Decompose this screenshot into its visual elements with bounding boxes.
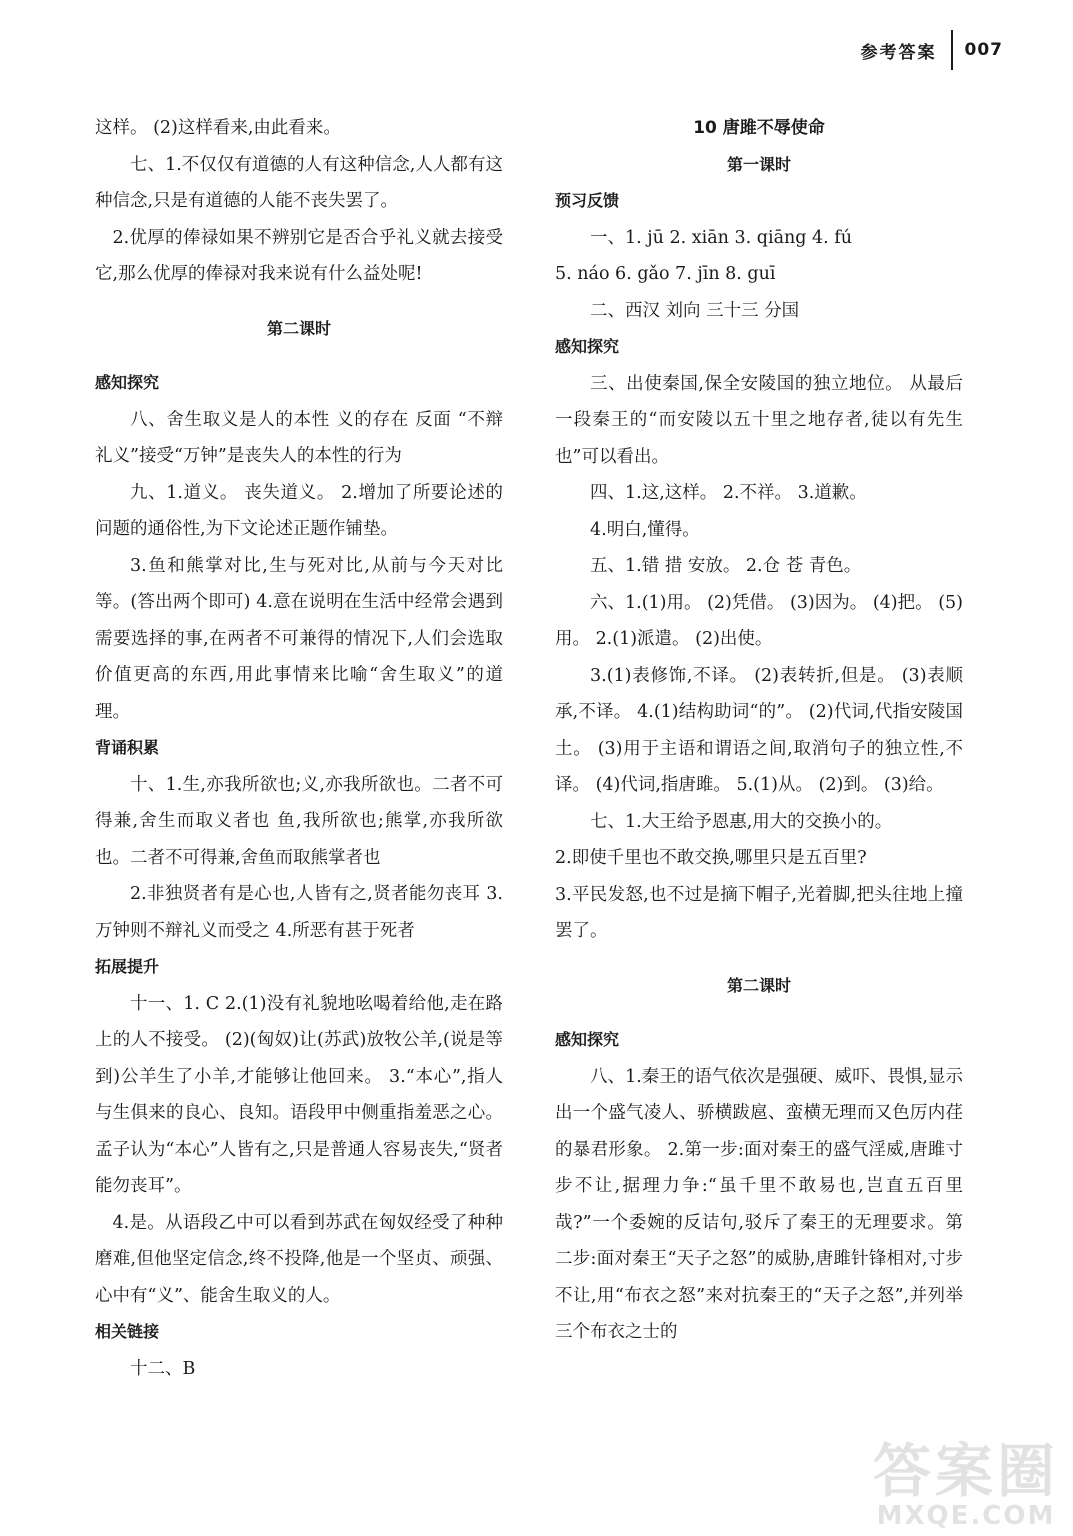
answer-paragraph: 十、1.生,亦我所欲也;义,亦我所欲也。二者不可得兼,舍生而取义者也 鱼,我所欲也;熊掌,亦我所欲也。二者不可得兼,舍鱼而取熊掌者也 [95, 774, 503, 868]
answer-paragraph: 3.鱼和熊掌对比,生与死对比,从前与今天对比等。(答出两个即可) 4.意在说明在生活中经常会遇到需要选择的事,在两者不可兼得的情况下,人们会选取价值更高的东西,用此事情来比喻“舍生取义”的道理。 [95, 555, 503, 722]
answer-paragraph: 四、1.这,这样。 2.不祥。 3.道歉。 [590, 483, 867, 503]
header-divider [951, 30, 953, 70]
spacer [95, 293, 503, 311]
answer-paragraph: 七、1.大王给予恩惠,用大的交换小的。 [590, 811, 893, 832]
section-heading: 感知探究 [555, 1030, 620, 1049]
spacer [555, 1004, 963, 1022]
answer-paragraph: 一、1. jū 2. xiān 3. qiāng 4. fú [590, 227, 853, 248]
watermark-logo: 答案圈 [872, 1437, 1059, 1505]
section-heading: 感知探究 [555, 337, 620, 356]
answer-paragraph: 八、1.秦王的语气依次是强硬、威吓、畏惧,显示出一个盛气凌人、骄横跋扈、蛮横无理而又色厉内荏的暴君形象。 2.第一步:面对秦王的盛气淫威,唐雎寸步不让,据理力争:“虽千里不敢易也,岂直五百里哉?”一个委婉的反诘句,驳斥了秦王的无理要求。第二步:面对秦王“天子之怒”的威胁,唐雎针锋相对,寸步不让,用“布衣之怒”来对抗秦王的“天子之怒”,并列举三个布衣之士的 [555, 1066, 963, 1342]
watermark [872, 1437, 1059, 1531]
answer-paragraph: 八、舍生取义是人的本性 义的存在 反面 “不辩礼义”接受“万钟”是丧失人的本性的行为 [95, 409, 503, 466]
answer-paragraph: 2.即使千里也不敢交换,哪里只是五百里? [555, 848, 867, 868]
period-heading: 第二课时 [266, 318, 331, 338]
lesson-title: 10 唐雎不辱使命 [693, 118, 825, 138]
section-heading: 预习反馈 [555, 191, 620, 210]
answer-paragraph: 这样。 (2)这样看来,由此看来。 [95, 118, 341, 138]
section-heading: 感知探究 [95, 373, 160, 392]
left-column [95, 110, 503, 1387]
answer-paragraph: 十二、B [130, 1358, 196, 1379]
right-column [555, 110, 963, 1351]
answer-paragraph: 六、1.(1)用。 (2)凭借。 (3)因为。 (4)把。 (5)用。 2.(1)派遣。 (2)出使。 [555, 592, 963, 649]
period-heading: 第二课时 [726, 975, 791, 995]
answer-paragraph: 4.明白,懂得。 [590, 519, 700, 540]
period-heading: 第一课时 [726, 154, 791, 174]
spacer [95, 347, 503, 365]
page-number: 007 [964, 40, 1003, 60]
section-heading: 拓展提升 [95, 957, 160, 976]
section-heading: 背诵积累 [95, 738, 160, 757]
answer-paragraph: 4.是。从语段乙中可以看到苏武在匈奴经受了种种磨难,但他坚定信念,终不投降,他是一个坚贞、顽强、心中有“义”、能舍生取义的人。 [95, 1212, 503, 1306]
section-heading: 相关链接 [95, 1322, 160, 1341]
answer-paragraph: 2.非独贤者有是心也,人皆有之,贤者能勿丧耳 3.万钟则不辩礼义而受之 4.所恶有甚于死者 [95, 884, 503, 941]
answer-paragraph: 5. náo 6. gǎo 7. jīn 8. guī [555, 264, 776, 284]
answer-paragraph: 2.优厚的俸禄如果不辨别它是否合乎礼义就去接受它,那么优厚的俸禄对我来说有什么益处呢! [95, 227, 503, 284]
page-header [861, 30, 1004, 70]
answer-paragraph: 三、出使秦国,保全安陵国的独立地位。 从最后一段秦王的“而安陵以五十里之地存者,徒以有先生也”可以看出。 [555, 373, 963, 467]
watermark-url: MXQE.COM [876, 1501, 1056, 1531]
answer-paragraph: 五、1.错 措 安放。 2.仓 苍 青色。 [590, 556, 862, 576]
answer-paragraph: 二、西汉 刘向 三十三 分国 [590, 300, 800, 321]
answer-paragraph: 3.平民发怒,也不过是摘下帽子,光着脚,把头往地上撞罢了。 [555, 884, 963, 941]
answer-paragraph: 十一、1. C 2.(1)没有礼貌地吆喝着给他,走在路上的人不接受。 (2)(匈奴)让(苏武)放牧公羊,(说是等到)公羊生了小羊,才能够让他回来。 3.“本心”,指人与生俱来的良心、良知。语段甲中侧重指羞恶之心。孟子认为“本心”人皆有之,只是普通人容易丧失,“贤者能勿丧耳”。 [95, 993, 503, 1196]
spacer [555, 950, 963, 968]
answer-paragraph: 3.(1)表修饰,不译。 (2)表转折,但是。 (3)表顺承,不译。 4.(1)结构助词“的”。 (2)代词,代指安陵国土。 (3)用于主语和谓语之间,取消句子的独立性,不译。 (4)代词,指唐雎。 5.(1)从。 (2)到。 (3)给。 [555, 665, 963, 795]
running-head-title: 参考答案 [860, 42, 937, 63]
answer-paragraph: 七、1.不仅仅有道德的人有这种信念,人人都有这种信念,只是有道德的人能不丧失罢了。 [95, 154, 503, 211]
answer-paragraph: 九、1.道义。 丧失道义。 2.增加了所要论述的问题的通俗性,为下文论述正题作铺垫。 [95, 482, 503, 539]
